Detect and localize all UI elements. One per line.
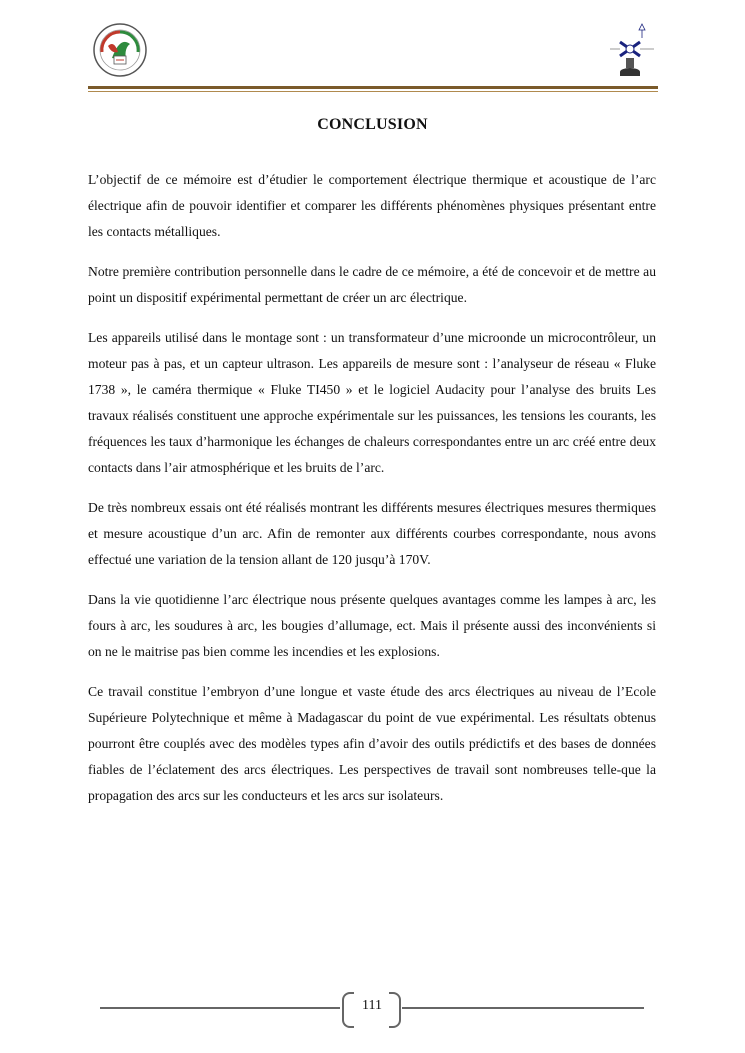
page-footer	[0, 990, 745, 1030]
footer-line-right	[402, 1007, 644, 1009]
header-rule-thin	[88, 91, 658, 92]
body-text	[88, 167, 656, 823]
paragraph-4: De très nombreux essais ont été réalisés montrant les différents mesures électriques mesures thermiques et mesure acoustique d’un arc. Afin de remonter aux différents courbes correspondante, nous avons effectué une variation de la tension allant de 120 jusqu’à 170V.	[88, 500, 656, 567]
footer-line-left	[100, 1007, 340, 1009]
page-title: CONCLUSION	[317, 116, 428, 133]
paragraph-3: Les appareils utilisé dans le montage sont : un transformateur d’une microonde un microcontrôleur, un moteur pas à pas, et un capteur ultrason. Les appareils de mesure sont : l’analyseur de réseau « Fluke 1738 », le caméra thermique « Fluke TI450 » et le logiciel Audacity pour l’analyse des bruits Les travaux réalisés constituent une approche expérimentale sur les puissances, les tensions les courants, les fréquences les taux d’harmonique les échanges de chaleurs correspondantes entre un arc créé entre deux contacts dans l’air atmosphérique et les bruits de l’arc.	[88, 330, 656, 475]
paragraph-1: L’objectif de ce mémoire est d’étudier le comportement électrique thermique et acoustique de l’arc électrique afin de pouvoir identifier et comparer les différents phénomènes physiques présentant entre les contacts métalliques.	[88, 172, 656, 239]
paragraph-5: Dans la vie quotidienne l’arc électrique nous présente quelques avantages comme les lampes à arc, les fours à arc, les soudures à arc, les bougies d’allumage, ect. Mais il présente aussi des inconvénients si on ne le maitrise pas bien comme les incendies et les explosions.	[88, 592, 656, 659]
page-number: 111	[362, 998, 382, 1013]
paragraph-2: Notre première contribution personnelle dans le cadre de ce mémoire, a été de concevoir et de mettre au point un dispositif expérimental permettant de créer un arc électrique.	[88, 264, 656, 305]
page-header	[0, 0, 745, 100]
paragraph-6: Ce travail constitue l’embryon d’une longue et vaste étude des arcs électriques au niveau de l’Ecole Supérieure Polytechnique et même à Madagascar du point de vue expérimental. Les résultats obtenus pourront être couplés avec des modèles types afin d’avoir des outils prédictifs et des bases de données fiables de l’éclatement des arcs électriques. Les perspectives de travail sont nombreuses telle-que la propagation des arcs sur les conducteurs et les arcs sur isolateurs.	[88, 684, 656, 803]
footer-bracket-right	[389, 992, 401, 1028]
header-rule-thick	[88, 86, 658, 89]
industrial-engineering-logo-icon	[606, 22, 658, 80]
university-seal-icon	[90, 22, 150, 80]
